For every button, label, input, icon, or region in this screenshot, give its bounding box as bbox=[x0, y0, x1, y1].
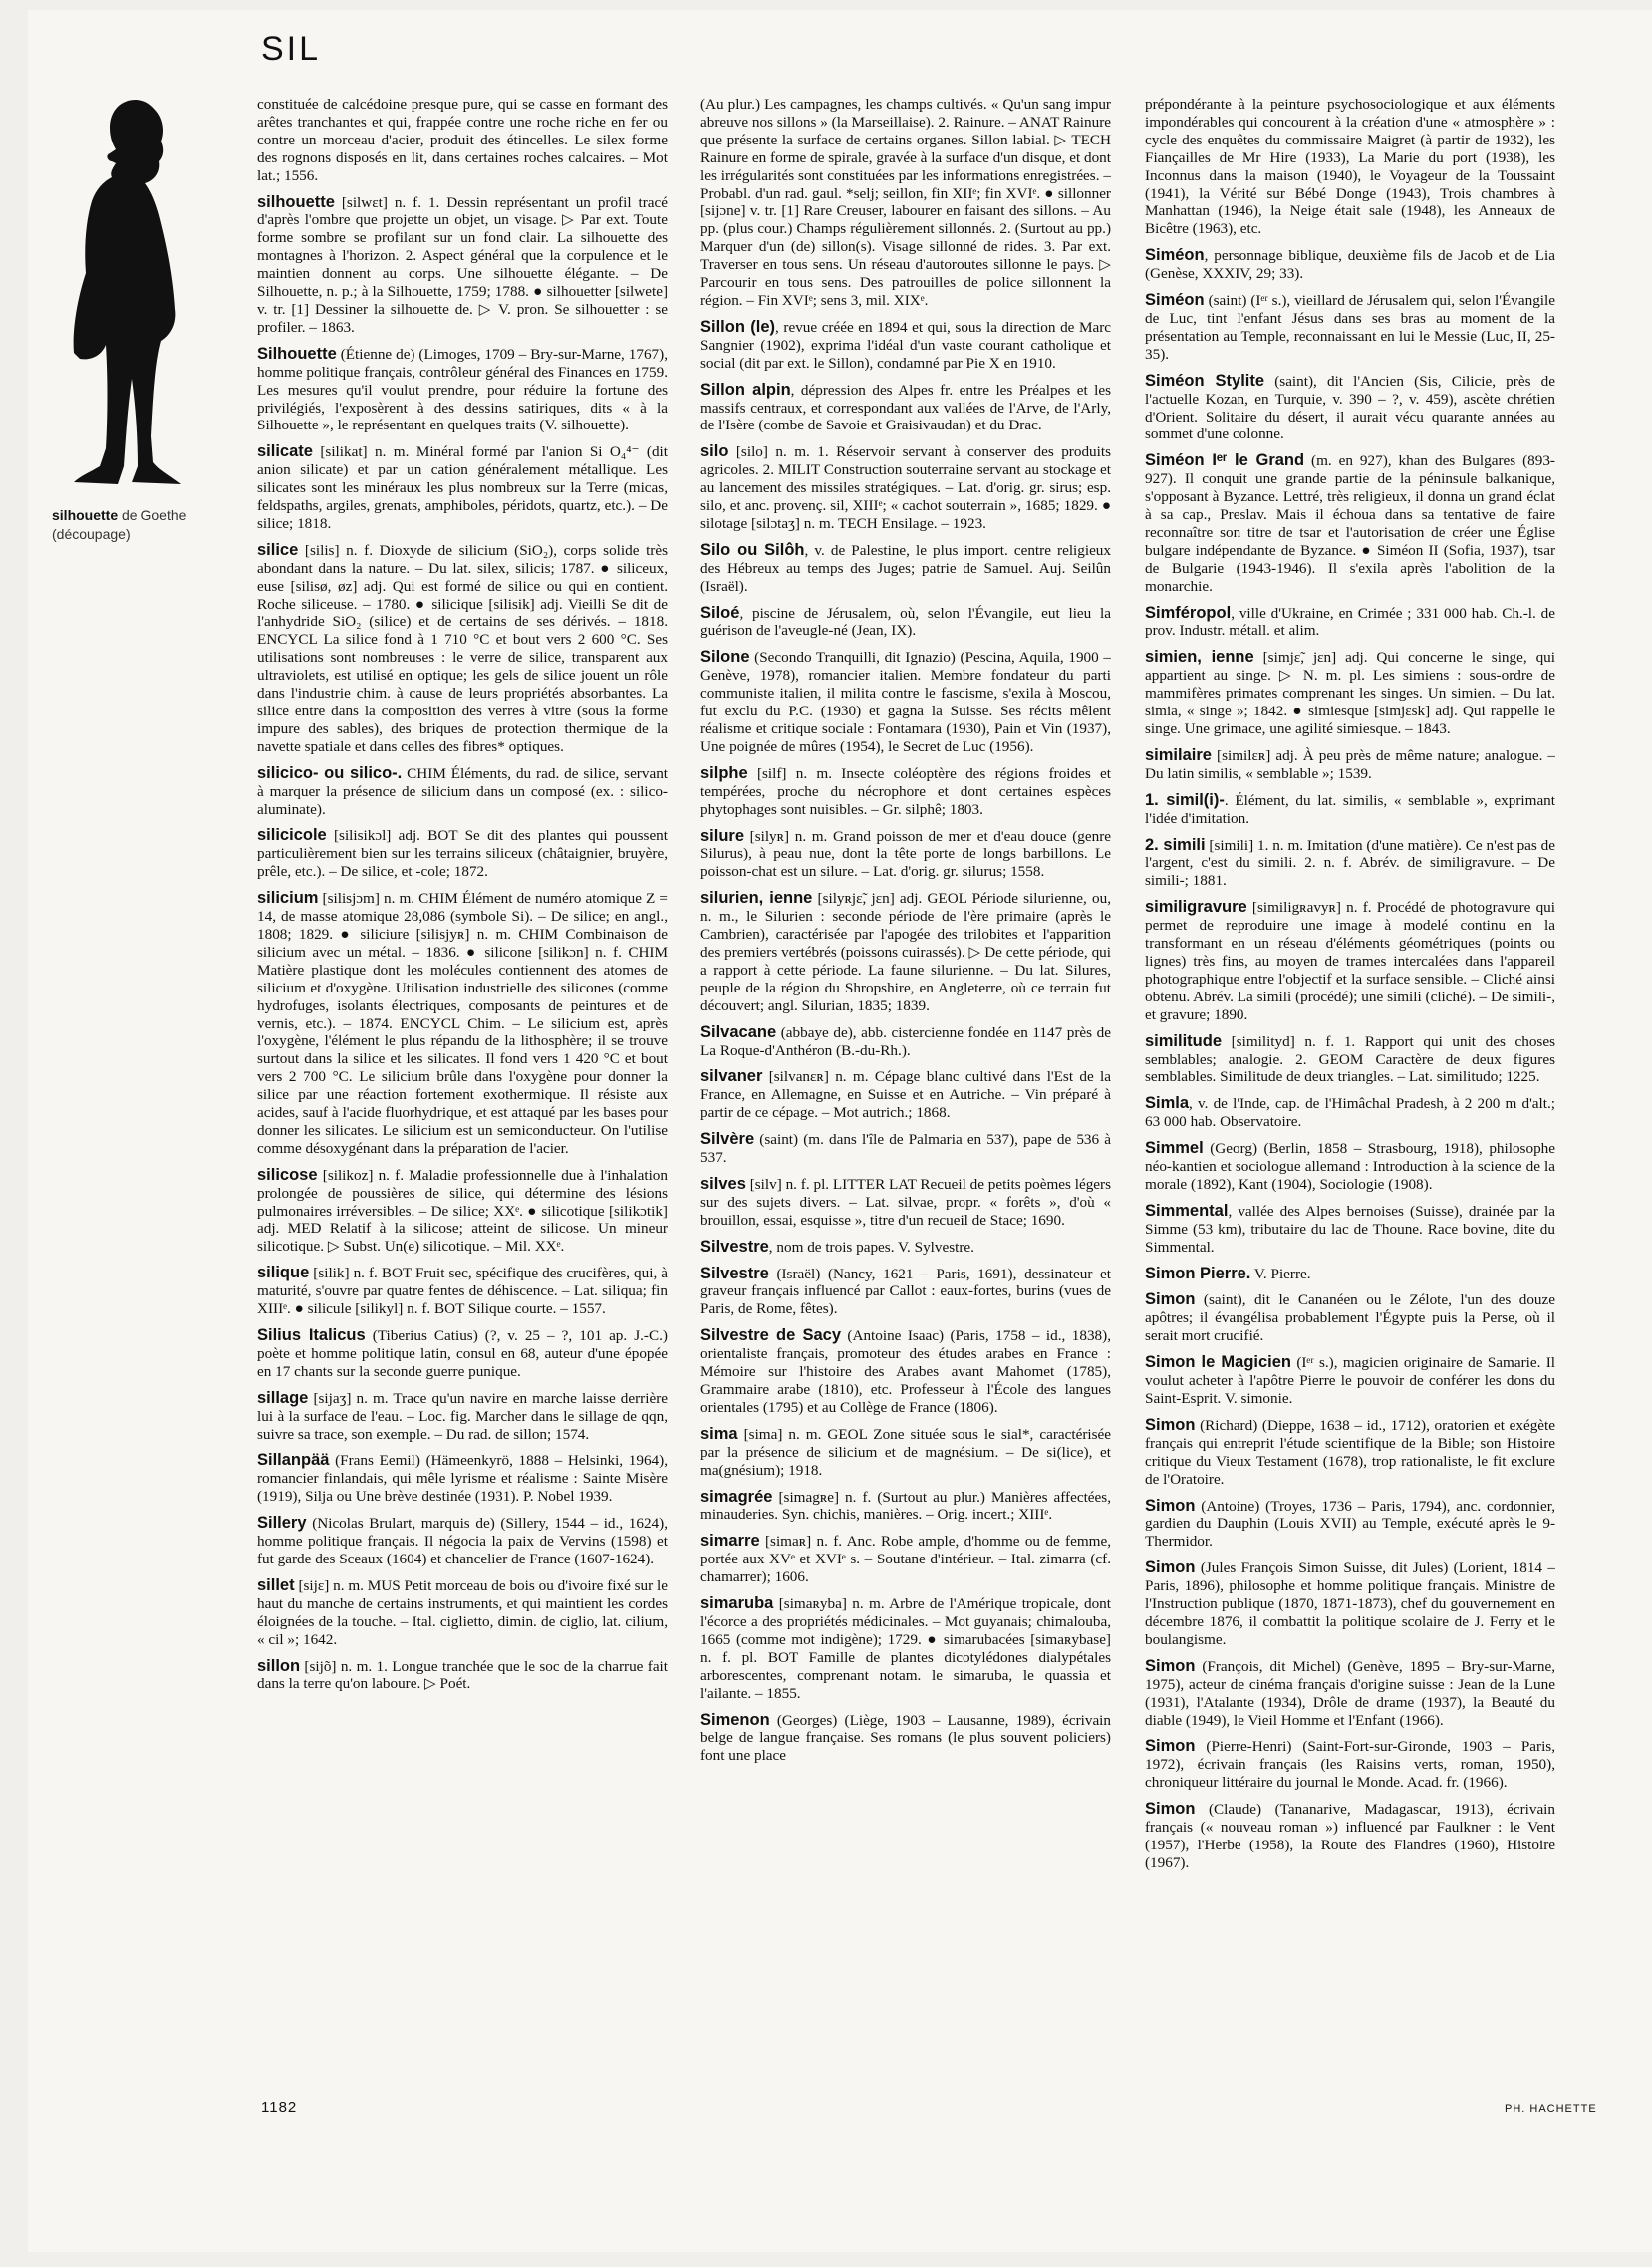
entry-definition: [silik] n. f. BOT Fruit sec, spécifique des crucifères, qui, à maturité, s'ouvre par quatre fentes de déhiscence. – Lat. siliqua; fin XIIIᵉ. ● silicule [silikyl] n. f. BOT Silique courte. – 1557. bbox=[257, 1265, 668, 1318]
entry-definition: , piscine de Jérusalem, où, selon l'Évangile, eut lieu la guérison de l'aveugle-né (Jean, IX). bbox=[700, 604, 1111, 640]
entry-paragraph bbox=[700, 1533, 1111, 1586]
entry-paragraph bbox=[1145, 1140, 1555, 1194]
entry-headword: sillage bbox=[257, 1388, 309, 1407]
dictionary-entry bbox=[700, 1426, 1111, 1480]
dictionary-entry bbox=[700, 443, 1111, 533]
entry-paragraph bbox=[1145, 373, 1555, 444]
column-3 bbox=[1145, 96, 1555, 2099]
entry-paragraph bbox=[700, 443, 1111, 533]
entry-definition: [simaʀ] n. f. Anc. Robe ample, d'homme ou de femme, portée aux XVᵉ et XVIᵉ s. – Soutane d'intérieur. – Ital. zimarra (cf. chamarrer); 1606. bbox=[700, 1533, 1111, 1586]
dictionary-entry bbox=[700, 765, 1111, 819]
dictionary-entry bbox=[700, 649, 1111, 755]
entry-definition: , v. de l'Inde, cap. de l'Himâchal Pradesh, à 2 200 m d'alt.; 63 000 hab. Observatoire. bbox=[1145, 1095, 1555, 1131]
entry-paragraph bbox=[700, 649, 1111, 755]
entry-definition: (Israël) (Nancy, 1621 – Paris, 1691), dessinateur et graveur français influencé par Callot : eaux-fortes, burins (vues de Paris, de Rome, fêtes). bbox=[700, 1265, 1111, 1318]
entry-headword: 2. simili bbox=[1145, 835, 1206, 854]
entry-definition: , personnage biblique, deuxième fils de Jacob et de Lia (Genèse, XXXIV, 29; 33). bbox=[1145, 247, 1555, 283]
dictionary-entry bbox=[257, 542, 668, 756]
dictionary-entry bbox=[257, 1658, 668, 1694]
entry-headword: Sillon alpin bbox=[700, 380, 791, 399]
entry-paragraph bbox=[700, 1266, 1111, 1319]
dictionary-entry bbox=[257, 194, 668, 337]
entry-definition: (Iᵉʳ s.), magicien originaire de Samarie. Il voulut acheter à l'apôtre Pierre le pouvoir de conférer les dons du Saint-Esprit. V. simonie. bbox=[1145, 1354, 1555, 1407]
dictionary-entry bbox=[700, 1131, 1111, 1167]
entry-definition: , ville d'Ukraine, en Crimée ; 331 000 hab. Ch.-l. de prov. Industr. métall. et alim. bbox=[1145, 604, 1555, 640]
dictionary-entry bbox=[1145, 899, 1555, 1023]
entry-paragraph bbox=[700, 1489, 1111, 1525]
dictionary-entry bbox=[700, 542, 1111, 596]
entry-paragraph bbox=[700, 1595, 1111, 1702]
entry-paragraph bbox=[700, 1176, 1111, 1230]
entry-definition: (Claude) (Tananarive, Madagascar, 1913), écrivain français (« nouveau roman ») influencé par Faulkner : le Vent (1957), l'Herbe (1958), la Route des Flandres (1960), Histoire (1967). bbox=[1145, 1801, 1555, 1871]
entry-paragraph bbox=[1145, 1417, 1555, 1489]
entry-paragraph bbox=[257, 346, 668, 435]
dictionary-entry bbox=[257, 1167, 668, 1257]
dictionary-entry bbox=[257, 346, 668, 435]
silhouette-illustration bbox=[50, 98, 221, 496]
entry-headword: Simféropol bbox=[1145, 603, 1232, 622]
entry-headword: Siméon bbox=[1145, 291, 1205, 310]
entry-headword: Simon bbox=[1145, 1559, 1196, 1577]
entry-definition: [silyʀ] n. m. Grand poisson de mer et d'eau douce (genre Silurus), à peau nue, dont la tête porte de longs barbillons. Le poisson-chat est un silure. – Lat. d'orig. gr. silurus; 1558. bbox=[700, 827, 1111, 881]
entry-definition: [silo] n. m. 1. Réservoir servant à conserver des produits agricoles. 2. MILIT Construction souterraine servant au stockage et au lancement des missiles stratégiques. – Lat. d'orig. gr. sirus; esp. silo, et anc. provenç. sil, XIIIᵉ; « cachot souterrain », 1685; 1829. ● silotage [silɔtaʒ] n. m. TECH Ensilage. – 1923. bbox=[700, 443, 1111, 532]
dictionary-entry bbox=[700, 1327, 1111, 1417]
dictionary-entry bbox=[257, 1577, 668, 1649]
dictionary-entry bbox=[700, 1024, 1111, 1060]
entry-headword: silicose bbox=[257, 1165, 318, 1184]
entry-definition: [sima] n. m. GEOL Zone située sous le sial*, caractérisée par la présence de silicium et de magnésium. – De si(lice), et ma(gnésium); 1918. bbox=[700, 1425, 1111, 1479]
entry-paragraph bbox=[1145, 247, 1555, 283]
entry-headword: silure bbox=[700, 826, 745, 845]
entry-headword: Siméon Stylite bbox=[1145, 371, 1265, 390]
entry-headword: Silvacane bbox=[700, 1022, 777, 1041]
entry-definition: [sijõ] n. m. 1. Longue tranchée que le soc de la charrue fait dans la terre qu'on laboure. ▷ Poét. bbox=[257, 1657, 668, 1693]
entry-definition: [silyʀjɛ̃, jɛn] adj. GEOL Période silurienne, ou, n. m., le Silurien : seconde période de l'ère primaire (après le Cambrien), caractérisée par l'apogée des trilobites et l'apparition des premiers vertébrés (poissons cuirassés). ▷ De cette période, qui a rapport à cette période. La faune silurienne. – Du lat. Silures, peuple de la région du Shropshire, en Angleterre, où ce terrain fut découvert; angl. Silurian, 1835; 1839. bbox=[700, 890, 1111, 1014]
entry-headword: Simon bbox=[1145, 1496, 1196, 1515]
entry-paragraph bbox=[1145, 837, 1555, 891]
entry-paragraph bbox=[1145, 899, 1555, 1023]
dictionary-entry bbox=[1145, 292, 1555, 364]
entry-paragraph bbox=[700, 1024, 1111, 1060]
entry-paragraph bbox=[257, 1167, 668, 1257]
entry-definition: (Tiberius Catius) (?, v. 25 – ?, 101 ap. J.-C.) poète et homme politique latin, consul en 68, auteur d'une épopée en 17 chants sur la seconde guerre punique. bbox=[257, 1327, 668, 1380]
entry-headword: sima bbox=[700, 1424, 738, 1443]
entry-paragraph bbox=[257, 1390, 668, 1444]
entry-headword: silicate bbox=[257, 442, 313, 461]
entry-definition: (saint), dit le Cananéen ou le Zélote, l'un des douze apôtres; il évangélisa probablement l'Égypte puis la Perse, où il serait mort crucifié. bbox=[1145, 1291, 1555, 1345]
dictionary-entry bbox=[1145, 1203, 1555, 1257]
entry-headword: Silhouette bbox=[257, 344, 337, 363]
entry-definition: , vallée des Alpes bernoises (Suisse), drainée par la Simme (53 km), tributaire du lac de Thoune. Race bovine, dite du Simmental. bbox=[1145, 1202, 1555, 1256]
entry-definition: [sijaʒ] n. m. Trace qu'un navire en marche laisse derrière lui à la surface de l'eau. – Loc. fig. Marcher dans le sillage de qqn, suivre sa trace, son exemple. – Du rad. de sillon; 1574. bbox=[257, 1389, 668, 1443]
entry-paragraph bbox=[700, 828, 1111, 882]
entry-definition: (m. en 927), khan des Bulgares (893-927). Il conquit une grande partie de la péninsule balkanique, s'opposant à Byzance. Lettré, très religieux, il donna un grand éclat à sa cap., Preslav. Mais il échoua dans sa tentative de faire reconnaître son titre de tsar et l'autorisation de créer une Église bulgare indépendante de Byzance. ● Siméon II (Sofia, 1937), tsar de Bulgarie (1943-1946). Il s'exila après l'abolition de la monarchie. bbox=[1145, 452, 1555, 595]
entry-paragraph bbox=[700, 890, 1111, 1014]
entry-headword: Silo ou Silôh bbox=[700, 540, 805, 559]
dictionary-entry bbox=[1145, 1095, 1555, 1131]
dictionary-entry bbox=[1145, 1033, 1555, 1087]
dictionary-entry bbox=[1145, 1291, 1555, 1345]
entry-definition: (saint), dit l'Ancien (Sis, Cilicie, près de l'actuelle Kozan, en Turquie, v. 390 – ?, v. 459), ascète chrétien d'Orient. Solitaire du désert, il aurait vécu quarante années au sommet d'une colonne. bbox=[1145, 372, 1555, 443]
dictionary-entry bbox=[1145, 605, 1555, 641]
dictionary-entry bbox=[700, 605, 1111, 641]
dictionary-entry bbox=[700, 828, 1111, 882]
entry-definition: [silis] n. f. Dioxyde de silicium (SiO₂), corps solide très abondant dans la nature. – Du lat. silex, silicis; 1787. ● siliceux, euse [silisø, øz] adj. Qui est formé de silice ou qui en contient. Roche siliceuse. – 1780. ● silicique [silisik] adj. Vieilli Se dit de l'anhydride SiO₂ (silice) et de certains de ses dérivés. – 1818. ENCYCL La silice fond à 1 710 °C et bout vers 2 600 °C. Ses utilisations sont nombreuses : le verre de silice, transparent aux ultraviolets, est utilisé en optique; les gels de silice jouent un rôle dans l'industrie chim. à cause de leurs propriétés absorbantes. La silice entre dans la composition des verres à vitre (sous la forme impure des sables), des briques de protection thermique de la navette spatiale et dans celles des fibres* optiques. bbox=[257, 541, 668, 755]
entry-headword: Siméon bbox=[1145, 246, 1205, 265]
dictionary-entry bbox=[700, 890, 1111, 1014]
dictionary-entry bbox=[257, 1327, 668, 1381]
dictionary-entry bbox=[1145, 1738, 1555, 1792]
dictionary-entry bbox=[257, 1515, 668, 1568]
dictionary-entry bbox=[700, 1068, 1111, 1122]
entry-definition: (saint) (Iᵉʳ s.), vieillard de Jérusalem qui, selon l'Évangile de Luc, tint l'enfant Jésus dans ses bras au moment de la présentation au Temple, reconnaissant en lui le Messie (Luc, II, 25-35). bbox=[1145, 292, 1555, 363]
entry-paragraph bbox=[1145, 747, 1555, 783]
entry-definition: , revue créée en 1894 et qui, sous la direction de Marc Sangnier (1902), exprima l'idéal d'un vaste courant catholique et social (dit par ext. le Sillon), condamné par Pie X en 1910. bbox=[700, 318, 1111, 372]
dictionary-entry bbox=[700, 382, 1111, 435]
entry-paragraph bbox=[700, 1426, 1111, 1480]
entry-definition: [silv] n. f. pl. LITTER LAT Recueil de petits poèmes légers sur des sujets divers. – Lat. silvae, propr. « forêts », d'où « brouillon, essai, esquisse », titre d'un recueil de Stace; 1690. bbox=[700, 1175, 1111, 1229]
entry-definition: (Secondo Tranquilli, dit Ignazio) (Pescina, Aquila, 1900 – Genève, 1978), romancier italien. Membre fondateur du parti communiste italien, il milita contre le fascisme, s'exila à Moscou, fut exclu du P.C. (1930) et gagna la Suisse. Ses récits mêlent réalisme et critique sociale : Fontamara (1930), Pain et Vin (1937), Une poignée de mûres (1954), le Secret de Luc (1956). bbox=[700, 649, 1111, 755]
dictionary-entry bbox=[257, 1265, 668, 1318]
dictionary-entry bbox=[1145, 837, 1555, 891]
entry-definition: (Georg) (Berlin, 1858 – Strasbourg, 1918), philosophe néo-kantien et sociologue allemand : Introduction à la science de la morale (1892), Kant (1904), Sociologie (1908). bbox=[1145, 1140, 1555, 1193]
entry-paragraph bbox=[700, 319, 1111, 373]
entry-definition: (Pierre-Henri) (Saint-Fort-sur-Gironde, 1903 – Paris, 1972), écrivain français (les Raisins verts, roman, 1950), chroniqueur littéraire du journal le Monde. Acad. fr. (1966). bbox=[1145, 1738, 1555, 1792]
entry-definition: [silf] n. m. Insecte coléoptère des régions froides et tempérées, proche du nécrophore et dont certaines espèces phytophages sont nuisibles. – Gr. silphê; 1803. bbox=[700, 764, 1111, 818]
dictionary-entry bbox=[257, 96, 668, 185]
dictionary-entry bbox=[1145, 1559, 1555, 1649]
entry-paragraph bbox=[257, 827, 668, 881]
entry-headword: Sillon (le) bbox=[700, 317, 776, 336]
entry-paragraph bbox=[1145, 1266, 1555, 1283]
entry-headword: Simon Pierre. bbox=[1145, 1264, 1251, 1282]
entry-paragraph bbox=[700, 542, 1111, 596]
entry-headword: silves bbox=[700, 1174, 746, 1193]
entry-paragraph bbox=[1145, 649, 1555, 738]
entry-paragraph bbox=[257, 96, 668, 185]
entry-paragraph bbox=[1145, 452, 1555, 595]
entry-paragraph bbox=[257, 1327, 668, 1381]
entry-headword: sillet bbox=[257, 1575, 295, 1594]
entry-headword: silicicole bbox=[257, 826, 327, 845]
dictionary-entry bbox=[1145, 1354, 1555, 1408]
entry-definition: (Antoine Isaac) (Paris, 1758 – id., 1838), orientaliste français, promoteur des études arabes en France : Mémoire sur l'histoire des Arabes avant Mahomet (1785), Grammaire arabe (1810), etc. Professeur à l'École des langues orientales (1795) et au Collège de France (1806). bbox=[700, 1327, 1111, 1416]
entry-paragraph bbox=[700, 1327, 1111, 1417]
entry-definition: (Au plur.) Les campagnes, les champs cultivés. « Qu'un sang impur abreuve nos sillons » (la Marseillaise). 2. Rainure. – ANAT Rainure que présente la surface de certains organes. Sillon labial. ▷ TECH Rainure en forme de spirale, gravée à la surface d'un disque, et dont les irrégularités sont constituées par les informations enregistrées. – Probabl. d'un rad. gaul. *selj; seillon, fin XIIᵉ; fin XVIᵉ. ● sillonner [sijɔne] v. tr. [1] Rare Creuser, labourer en faisant des sillons. – Au pp. (plus cour.) Champs régulièrement sillonnés. 2. (Surtout au pp.) Marquer d'un (de) sillon(s). Visage sillonné de rides. 3. Par ext. Traverser en tous sens. Un réseau d'autoroutes sillonne le pays. ▷ Parcourir en tous sens. Des patrouilles de police sillonnent la région. – Fin XVIᵉ; sens 3, mil. XIXᵉ. bbox=[700, 96, 1111, 309]
entry-definition: [silvanɛʀ] n. m. Cépage blanc cultivé dans l'Est de la France, en Allemagne, en Suisse et en Autriche. – Vin préparé à partir de ce cépage. – Mot autrich.; 1868. bbox=[700, 1068, 1111, 1122]
entry-paragraph bbox=[700, 765, 1111, 819]
entry-paragraph bbox=[700, 1712, 1111, 1766]
entry-paragraph bbox=[1145, 1498, 1555, 1552]
entry-definition: [similityd] n. f. 1. Rapport qui unit des choses semblables; analogie. 2. GEOM Caractère de deux figures semblables. Similitude de deux triangles. – Lat. similitudo; 1225. bbox=[1145, 1032, 1555, 1086]
entry-headword: Sillery bbox=[257, 1514, 307, 1533]
dictionary-entry bbox=[257, 827, 668, 881]
entry-paragraph bbox=[1145, 1291, 1555, 1345]
column-1 bbox=[257, 96, 668, 2099]
entry-headword: Simon le Magicien bbox=[1145, 1353, 1291, 1372]
entry-definition: [silisikɔl] adj. BOT Se dit des plantes qui poussent particulièrement bien sur les terrains siliceux (châtaignier, bruyère, prêle, etc.). – De silice, et -cole; 1872. bbox=[257, 827, 668, 881]
entry-headword: silique bbox=[257, 1264, 310, 1282]
caption-text: de Goethe (découpage) bbox=[52, 507, 187, 542]
entry-paragraph bbox=[700, 382, 1111, 435]
entry-headword: silicico- ou silico-. bbox=[257, 763, 403, 782]
entry-definition: (Georges) (Liège, 1903 – Lausanne, 1989), écrivain belge de langue française. Ses romans (le plus souvent policiers) font une place bbox=[700, 1711, 1111, 1765]
entry-headword: simarre bbox=[700, 1532, 760, 1551]
entry-definition: (abbaye de), abb. cistercienne fondée en 1147 près de La Roque-d'Anthéron (B.-du-Rh.). bbox=[700, 1023, 1111, 1059]
entry-definition: (Frans Eemil) (Hämeenkyrö, 1888 – Helsinki, 1964), romancier finlandais, qui mêle lyrisme et réalisme : Sainte Misère (1919), Silja ou Une brève destinée (1931). P. Nobel 1939. bbox=[257, 1452, 668, 1506]
dictionary-entry bbox=[700, 319, 1111, 373]
dictionary-entry bbox=[1145, 1498, 1555, 1552]
entry-definition: (saint) (m. dans l'île de Palmaria en 537), pape de 536 à 537. bbox=[700, 1131, 1111, 1167]
dictionary-entry bbox=[1145, 649, 1555, 738]
dictionary-entry bbox=[700, 1176, 1111, 1230]
dictionary-entry bbox=[257, 1390, 668, 1444]
caption-term: silhouette bbox=[52, 507, 119, 523]
entry-headword: Silius Italicus bbox=[257, 1326, 366, 1344]
entry-headword: Simmel bbox=[1145, 1139, 1204, 1158]
entry-definition: [simagʀe] n. f. (Surtout au plur.) Manières affectées, minauderies. Syn. chichis, manières. – Orig. incert.; XIIIᵉ. bbox=[700, 1488, 1111, 1524]
entry-paragraph bbox=[700, 1131, 1111, 1167]
dictionary-entry bbox=[1145, 1658, 1555, 1730]
entry-definition: (Étienne de) (Limoges, 1709 – Bry-sur-Marne, 1767), homme politique français, contrôleur général des Finances en 1759. Les mesures qu'il voulut prendre, pour réduire la fortune des privilégiés, l'exposèrent à des dessins satiriques, dits « à la Silhouette », le représentant en quelques traits (V. silhouette). bbox=[257, 345, 668, 434]
dictionary-entry bbox=[1145, 747, 1555, 783]
photo-credit: PH. HACHETTE bbox=[1505, 2103, 1597, 2115]
entry-definition: [silisjɔm] n. m. CHIM Élément de numéro atomique Z = 14, de masse atomique 28,086 (symbole Si). – De silice; en angl., 1808; 1829. ● siliciure [silisjyʀ] n. m. CHIM Combinaison de silicium avec un métal. – 1836. ● silicone [silikɔn] n. f. CHIM Matière plastique dont les molécules contiennent des atomes de silicium et d'oxygène. Utilisation industrielle des silicones (comme hydrofuges, isolants électriques, composants de peintures et de vernis, etc.). – 1874. ENCYCL Chim. – Le silicium est, après l'oxygène, l'élément le plus répandu de la lithosphère; il se trouve surtout dans la silice et les silicates. Il fond vers 1 420 °C et bout vers 2 700 °C. Le silicium brûle dans l'oxygène pour donner la silice par une réaction fortement exothermique. Il résiste aux acides, sauf à l'acide fluorhydrique, et est attaqué par les bases pour donner les silicates. Le silicium est un semiconducteur. On l'utilise comme désoxygénant dans la préparation de l'acier. bbox=[257, 890, 668, 1157]
entry-definition: [silikoz] n. f. Maladie professionnelle due à l'inhalation prolongée de poussières de silice, qui détermine des lésions pulmonaires irréversibles. – De silice; XXᵉ. ● silicotique [silikɔtik] adj. MED Relatif à la silicose; atteint de silicose. Un mineur silicotique. ▷ Subst. Un(e) silicotique. – Mil. XXᵉ. bbox=[257, 1166, 668, 1256]
dictionary-entry bbox=[700, 1266, 1111, 1319]
entry-headword: Simon bbox=[1145, 1800, 1196, 1819]
entry-paragraph bbox=[1145, 1354, 1555, 1408]
entry-headword: Siloé bbox=[700, 603, 740, 622]
dictionary-entry bbox=[1145, 1266, 1555, 1283]
dictionary-entry bbox=[1145, 1140, 1555, 1194]
entry-paragraph bbox=[1145, 292, 1555, 364]
entry-headword: Silvestre bbox=[700, 1237, 769, 1256]
figure-caption bbox=[52, 506, 241, 544]
dictionary-entry bbox=[1145, 247, 1555, 283]
column-2 bbox=[700, 96, 1111, 2099]
entry-paragraph bbox=[257, 1515, 668, 1568]
entry-paragraph bbox=[257, 1265, 668, 1318]
entry-definition: constituée de calcédoine presque pure, qui se casse en formant des arêtes tranchantes et qui, frappée contre une roche riche en fer ou contre un morceau d'acier, produit des étincelles. Le silex forme des rognons disposés en lit, dans certaines roches calcaires. – Mot lat.; 1556. bbox=[257, 96, 668, 184]
entry-paragraph bbox=[257, 1452, 668, 1506]
entry-headword: silo bbox=[700, 442, 729, 461]
entry-paragraph bbox=[1145, 1095, 1555, 1131]
entry-headword: Siméon Iᵉʳ le Grand bbox=[1145, 451, 1305, 470]
entry-definition: , v. de Palestine, le plus import. centre religieux des Hébreux au temps des Juges; patrie de Samuel. Auj. Seilûn (Israël). bbox=[700, 541, 1111, 595]
entry-headword: simagrée bbox=[700, 1487, 773, 1506]
entry-definition: [silwɛt] n. f. 1. Dessin représentant un profil tracé d'après l'ombre que projette un objet, un visage. ▷ Par ext. Toute forme sombre se profilant sur un fond clair. La silhouette des montagnes à l'horizon. 2. Aspect général que la corpulence et le maintien donnent au corps. Une silhouette élégante. – De Silhouette, n. p.; à la Silhouette, 1759; 1788. ● silhouetter [silwete] v. tr. [1] Dessiner la silhouette de. ▷ V. pron. Se silhouetter : se profiler. – 1863. bbox=[257, 193, 668, 336]
entry-paragraph bbox=[1145, 1559, 1555, 1649]
entry-definition: , dépression des Alpes fr. entre les Préalpes et les massifs centraux, et correspondant aux vallées de l'Arve, de l'Arly, de l'Isère (combe de Savoie et Graisivaudan) et du Drac. bbox=[700, 381, 1111, 434]
dictionary-entry bbox=[257, 443, 668, 533]
entry-definition: (Jules François Simon Suisse, dit Jules) (Lorient, 1814 – Paris, 1896), philosophe et homme politique français. Ministre de l'Instruction publique (1870, 1871-1873), chef du gouvernement en décembre 1876, il combattit la politique scolaire de J. Ferry et le boulangisme. bbox=[1145, 1559, 1555, 1648]
entry-definition: (Richard) (Dieppe, 1638 – id., 1712), oratorien et exégète français qui entreprit l'étude scientifique de la Bible; son Histoire critique du Vieux Testament (1678), trop rationaliste, le fit exclure de l'Oratoire. bbox=[1145, 1416, 1555, 1488]
entry-definition: . Élément, du lat. similis, « semblable », exprimant l'idée d'imitation. bbox=[1145, 791, 1555, 827]
entry-paragraph bbox=[700, 605, 1111, 641]
entry-paragraph bbox=[1145, 792, 1555, 828]
entry-headword: similigravure bbox=[1145, 898, 1247, 917]
entry-definition: (Antoine) (Troyes, 1736 – Paris, 1794), anc. cordonnier, gardien du Dauphin (Louis XVII) au Temple, exécuté après le 9-Thermidor. bbox=[1145, 1497, 1555, 1551]
entry-paragraph bbox=[1145, 1033, 1555, 1087]
entry-definition: [similɛʀ] adj. À peu près de même nature; analogue. – Du latin similis, « semblable »; 1539. bbox=[1145, 746, 1555, 782]
entry-paragraph bbox=[1145, 605, 1555, 641]
entry-headword: Silvestre de Sacy bbox=[700, 1326, 841, 1345]
entry-headword: 1. simil(i)- bbox=[1145, 790, 1225, 809]
entry-paragraph bbox=[700, 1239, 1111, 1257]
dictionary-entry bbox=[257, 890, 668, 1158]
entry-headword: silicium bbox=[257, 889, 319, 908]
dictionary-entry bbox=[1145, 373, 1555, 444]
dictionary-entry bbox=[700, 1712, 1111, 1766]
entry-headword: sillon bbox=[257, 1656, 301, 1675]
entry-definition: (François, dit Michel) (Genève, 1895 – Bry-sur-Marne, 1975), acteur de cinéma français d'origine suisse : Jean de la Lune (1931), l'Atalante (1934), Drôle de drame (1937), la Beauté du diable (1949), le Vieil Homme et l'Enfant (1966). bbox=[1145, 1657, 1555, 1729]
entry-paragraph bbox=[700, 96, 1111, 310]
entry-headword: Sillanpää bbox=[257, 1451, 330, 1470]
entry-headword: Simla bbox=[1145, 1094, 1190, 1113]
entry-paragraph bbox=[257, 1658, 668, 1694]
entry-paragraph bbox=[1145, 1801, 1555, 1872]
entry-headword: silice bbox=[257, 540, 299, 559]
entry-paragraph bbox=[700, 1068, 1111, 1122]
entry-headword: Simon bbox=[1145, 1737, 1196, 1756]
entry-paragraph bbox=[257, 194, 668, 337]
entry-headword: silvaner bbox=[700, 1067, 763, 1086]
dictionary-entry bbox=[700, 1533, 1111, 1586]
entry-headword: Silone bbox=[700, 648, 750, 667]
entry-paragraph bbox=[1145, 1203, 1555, 1257]
dictionary-entry bbox=[700, 1239, 1111, 1257]
entry-definition: [similigʀavyʀ] n. f. Procédé de photogravure qui permet de reproduire une image à modelé continu en la transformant en un réseau d'éléments géométriques (points ou lignes) très fins, au moyen de trames intercalées dans l'appareil photographique entre l'objectif et la surface sensible. – Cliché ainsi obtenu. Abrév. La simili (procédé); une simili (cliché). – De simili-, et gravure; 1890. bbox=[1145, 899, 1555, 1023]
entry-headword: Silvère bbox=[700, 1130, 755, 1149]
page-number: 1182 bbox=[261, 2099, 298, 2116]
entry-headword: silphe bbox=[700, 763, 748, 782]
entry-paragraph bbox=[1145, 96, 1555, 238]
entry-headword: Simon bbox=[1145, 1656, 1196, 1675]
entry-headword: silurien, ienne bbox=[700, 889, 813, 908]
dictionary-entry bbox=[1145, 96, 1555, 238]
entry-headword: similaire bbox=[1145, 745, 1212, 764]
entry-paragraph bbox=[1145, 1658, 1555, 1730]
entry-definition: (Nicolas Brulart, marquis de) (Sillery, 1544 – id., 1624), homme politique français. Il négocia la paix de Vervins (1598) et fut garde des Sceaux (1604) et chancelier de France (1607-1624). bbox=[257, 1515, 668, 1567]
entry-definition: [simili] 1. n. m. Imitation (d'une matière). Ce n'est pas de l'argent, c'est du simili. 2. n. f. Abrév. de similigravure. – De simili-; 1881. bbox=[1145, 836, 1555, 890]
entry-paragraph bbox=[257, 890, 668, 1158]
dictionary-entry bbox=[700, 96, 1111, 310]
entry-definition: [simjɛ̃, jɛn] adj. Qui concerne le singe, qui appartient au singe. ▷ N. m. pl. Les simiens : sous-ordre de mammifères primates comprenant les singes. Un simien. – Du lat. simia, « singe »; 1842. ● simiesque [simjɛsk] adj. Qui rappelle le singe. Une grimace, une agilité simiesque. – 1843. bbox=[1145, 649, 1555, 737]
entry-definition: [sijɛ] n. m. MUS Petit morceau de bois ou d'ivoire fixé sur le haut du manche de certains instruments, et qui maintient les cordes éloignées de la touche. – Ital. ciglietto, dimin. de ciglio, lat. cilium, « cil »; 1642. bbox=[257, 1576, 668, 1648]
entry-headword: Simenon bbox=[700, 1710, 770, 1729]
entry-definition: , nom de trois papes. V. Sylvestre. bbox=[768, 1238, 974, 1256]
dictionary-entry bbox=[257, 1452, 668, 1506]
entry-definition: [simaʀyba] n. m. Arbre de l'Amérique tropicale, dont l'écorce a des propriétés médicinales. – Mot guyanais; chimalouba, 1665 (comme mot indigène); 1729. ● simarubacées [simaʀybase] n. f. pl. BOT Famille de plantes dicotylédones dialypétales arborescentes, comprenant notam. le simaruba, le quassia et l'ailante. – 1855. bbox=[700, 1595, 1111, 1702]
entry-paragraph bbox=[257, 1577, 668, 1649]
dictionary-entry bbox=[1145, 452, 1555, 595]
entry-headword: simaruba bbox=[700, 1594, 774, 1613]
entry-paragraph bbox=[257, 443, 668, 533]
entry-paragraph bbox=[257, 765, 668, 819]
entry-headword: Simon bbox=[1145, 1290, 1196, 1309]
entry-paragraph bbox=[257, 542, 668, 756]
entry-definition: prépondérante à la peinture psychosociologique et aux éléments impondérables qui concourent à la création d'une « atmosphère » : cycle des enquêtes du commissaire Maigret (à partir de 1932), les Fiançailles de Mr Hire (1933), La Marie du port (1938), les Inconnus dans la maison (1940), le Voyageur de la Toussaint (1941), la Vérité sur Bébé Donge (1943), Trois chambres à Manhattan (1946), la Neige était sale (1948), les Anneaux de Bicêtre (1963), etc. bbox=[1145, 96, 1555, 238]
dictionary-entry bbox=[1145, 792, 1555, 828]
entry-headword: Silvestre bbox=[700, 1264, 769, 1282]
running-head: SIL bbox=[261, 30, 322, 68]
dictionary-entry bbox=[1145, 1417, 1555, 1489]
dictionary-entry bbox=[700, 1489, 1111, 1525]
entry-paragraph bbox=[1145, 1738, 1555, 1792]
entry-headword: similitude bbox=[1145, 1031, 1223, 1050]
entry-definition: CHIM Éléments, du rad. de silice, servant à marquer la présence de silicium dans un composé (ex. : silico-aluminate). bbox=[257, 764, 668, 818]
entry-headword: simien, ienne bbox=[1145, 648, 1254, 667]
entry-headword: Simmental bbox=[1145, 1201, 1229, 1220]
dictionary-entry bbox=[257, 765, 668, 819]
entry-definition: [silikat] n. m. Minéral formé par l'anion Si O₄⁴⁻ (dit anion silicate) et par un cation généralement métallique. Les silicates sont les minéraux les plus nombreux sur la Terre (micas, feldspaths, argiles, grenats, amphiboles, péridots, quartz, etc.). – De silice; 1818. bbox=[257, 443, 668, 532]
goethe-silhouette-icon bbox=[50, 98, 221, 496]
dictionary-entry bbox=[700, 1595, 1111, 1702]
entry-definition: V. Pierre. bbox=[1250, 1265, 1311, 1282]
dictionary-entry bbox=[1145, 1801, 1555, 1872]
entry-headword: Simon bbox=[1145, 1415, 1196, 1434]
entry-headword: silhouette bbox=[257, 192, 335, 211]
